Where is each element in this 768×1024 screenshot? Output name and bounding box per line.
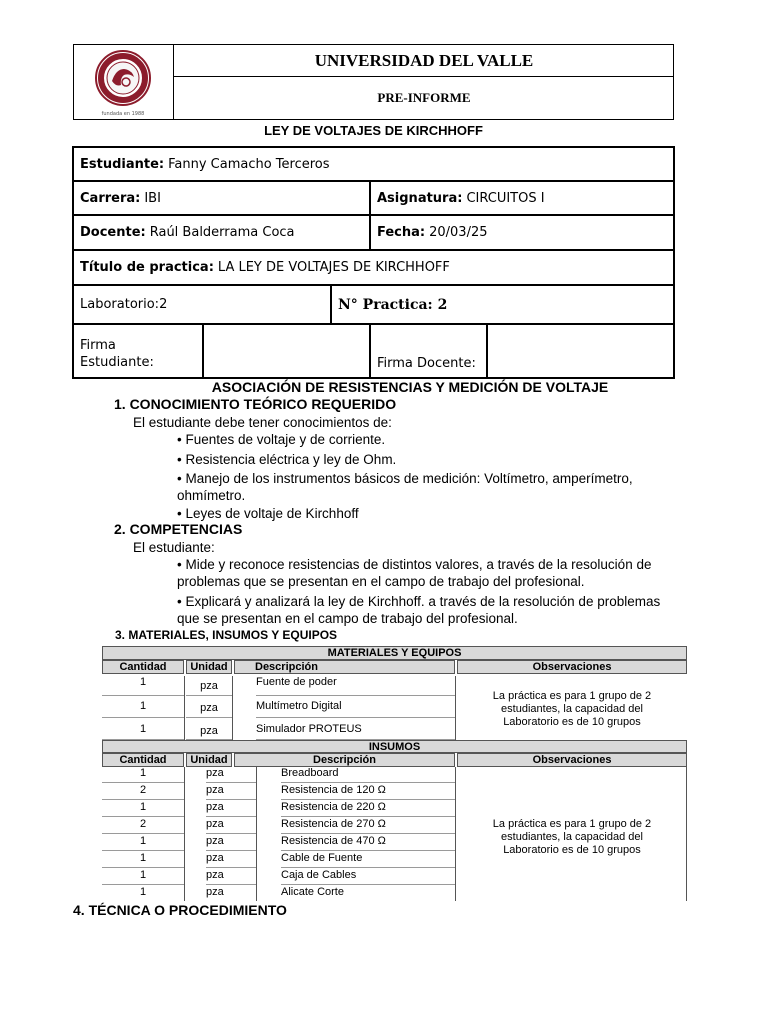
obs-line: La práctica es para 1 grupo de 2: [492, 690, 652, 702]
knowledge-item-cont: ohmímetro.: [177, 488, 246, 503]
col-divider: [232, 676, 233, 740]
teacher-value: Raúl Balderrama Coca: [149, 225, 295, 240]
col-header-qty: Cantidad: [102, 753, 184, 767]
table-row-unit: pza: [206, 817, 256, 834]
table-row-desc: Resistencia de 470 Ω: [281, 834, 455, 851]
table-row-qty: 1: [102, 698, 184, 718]
table-row-qty: 1: [102, 834, 184, 851]
section-title: ASOCIACIÓN DE RESISTENCIAS Y MEDICIÓN DE VOLTAJE: [211, 379, 609, 395]
table-row-unit: pza: [206, 851, 256, 868]
table-row-qty: 1: [102, 800, 184, 817]
table-row-unit: pza: [186, 720, 232, 740]
signature-label-line2: Estudiante:: [80, 355, 154, 370]
competencies-intro: El estudiante:: [133, 540, 215, 555]
supplies-observations: [458, 818, 686, 857]
table-row-qty: 2: [102, 783, 184, 800]
teacher-label: Docente:: [80, 225, 146, 240]
table-row-desc: Caja de Cables: [281, 868, 455, 885]
subject-label: Asignatura:: [377, 190, 463, 206]
lab-number-text: Laboratorio:2: [80, 297, 168, 312]
student-row: [72, 146, 675, 182]
knowledge-item: • Manejo de los instrumentos básicos de medición: Voltímetro, amperímetro,: [177, 471, 633, 486]
table-row-desc: Alicate Corte: [281, 886, 344, 898]
table-row-unit: pza: [206, 886, 224, 898]
col-header-desc: Descripción: [234, 753, 455, 767]
col-divider: [256, 767, 257, 901]
table-row-qty: 1: [102, 767, 184, 783]
table-row-desc: Simulador PROTEUS: [256, 720, 455, 740]
table-row-qty: 1: [102, 676, 184, 696]
lab-number: [72, 284, 332, 325]
col-divider: [455, 767, 456, 901]
knowledge-item: • Fuentes de voltaje y de corriente.: [177, 432, 386, 447]
teacher-signature-field: [486, 323, 675, 379]
col-header-obs: Observaciones: [457, 660, 687, 674]
knowledge-intro: El estudiante debe tener conocimientos de:: [133, 415, 392, 430]
table-row-desc: Breadboard: [281, 767, 455, 783]
col-divider: [686, 767, 687, 901]
table-row-qty: 1: [139, 886, 147, 898]
practice-number-text: N° Practica: 2: [338, 296, 448, 313]
table-row-unit: pza: [186, 676, 232, 696]
col-header-desc: Descripción: [234, 660, 455, 674]
supplies-table-title: INSUMOS: [102, 740, 687, 753]
practice-number: [330, 284, 675, 325]
table-row-unit: pza: [186, 698, 232, 718]
col-header-obs: Observaciones: [457, 753, 687, 767]
col-divider: [184, 676, 185, 740]
student-signature-field: [202, 323, 371, 379]
heading-materials: 3. MATERIALES, INSUMOS Y EQUIPOS: [115, 628, 338, 642]
obs-line: Laboratorio es de 10 grupos: [503, 844, 641, 856]
table-row-unit: pza: [206, 834, 256, 851]
university-logo: [74, 45, 173, 119]
heading-competencies: 2. COMPETENCIAS: [114, 521, 243, 537]
col-divider: [184, 767, 185, 901]
competency-item-cont: problemas que se presentan en el campo de trabajo del profesional.: [177, 574, 585, 589]
competency-item-cont: que se presentan en el campo de trabajo del profesional.: [177, 611, 518, 626]
col-header-unit: Unidad: [186, 753, 232, 767]
document-header: [73, 44, 674, 120]
table-row-unit: pza: [206, 783, 256, 800]
university-name: UNIVERSIDAD DEL VALLE: [174, 45, 674, 77]
knowledge-item: • Resistencia eléctrica y ley de Ohm.: [177, 452, 397, 467]
competency-item: • Explicará y analizará la ley de Kirchhoff. a través de la resolución de problemas: [177, 594, 661, 609]
date-label: Fecha:: [377, 225, 426, 240]
subject-row: [369, 180, 675, 216]
table-row-qty: 1: [102, 851, 184, 868]
logo-cell: [74, 45, 174, 119]
practice-title-label: Título de practica:: [80, 260, 214, 275]
date-value: 20/03/25: [429, 225, 488, 240]
practice-title-value: LA LEY DE VOLTAJES DE KIRCHHOFF: [217, 260, 450, 275]
career-label: Carrera:: [80, 190, 141, 206]
heading-procedure: 4. TÉCNICA O PROCEDIMIENTO: [73, 902, 287, 918]
student-signature-label: [72, 323, 204, 379]
report-type: PRE-INFORME: [377, 90, 471, 105]
career-row: [72, 180, 371, 216]
teacher-signature-label: [369, 323, 488, 379]
svg-text:fundada en 1988: fundada en 1988: [101, 111, 145, 117]
date-row: [369, 214, 675, 251]
table-row-qty: 1: [102, 720, 184, 740]
student-label: Estudiante:: [80, 156, 165, 172]
career-value: IBI: [144, 190, 161, 206]
equipment-table-title: MATERIALES Y EQUIPOS: [102, 646, 687, 660]
table-row-qty: 2: [102, 817, 184, 834]
subject-value: CIRCUITOS I: [466, 190, 545, 206]
table-row-desc: Resistencia de 220 Ω: [281, 800, 455, 817]
table-row-desc: Resistencia de 120 Ω: [281, 783, 455, 800]
practice-title-row: [72, 249, 675, 286]
teacher-row: [72, 214, 371, 251]
obs-line: estudiantes, la capacidad del: [501, 703, 643, 715]
obs-line: Laboratorio es de 10 grupos: [503, 716, 641, 728]
competency-item: • Mide y reconoce resistencias de distintos valores, a través de la resolución de: [177, 557, 652, 572]
table-row-desc: Resistencia de 270 Ω: [281, 817, 455, 834]
student-value: Fanny Camacho Terceros: [168, 156, 330, 172]
table-row-desc: Fuente de poder: [256, 676, 455, 696]
table-row-qty: 1: [102, 868, 184, 885]
col-header-unit: Unidad: [186, 660, 232, 674]
col-header-qty: Cantidad: [102, 660, 184, 674]
knowledge-item: • Leyes de voltaje de Kirchhoff: [177, 506, 359, 521]
document-title: LEY DE VOLTAJES DE KIRCHHOFF: [264, 123, 483, 138]
table-row-desc: Multímetro Digital: [256, 698, 455, 718]
table-row-unit: pza: [206, 767, 256, 783]
col-divider: [455, 676, 456, 740]
table-row-unit: pza: [206, 868, 256, 885]
table-row-desc: Cable de Fuente: [281, 851, 455, 868]
teacher-signature-text: Firma Docente:: [377, 356, 476, 371]
equipment-observations: [458, 690, 686, 729]
obs-line: estudiantes, la capacidad del: [501, 831, 643, 843]
signature-label-line1: Firma: [80, 338, 116, 353]
table-row-unit: pza: [206, 800, 256, 817]
heading-knowledge: 1. CONOCIMIENTO TEÓRICO REQUERIDO: [114, 396, 397, 412]
obs-line: La práctica es para 1 grupo de 2: [492, 818, 652, 830]
